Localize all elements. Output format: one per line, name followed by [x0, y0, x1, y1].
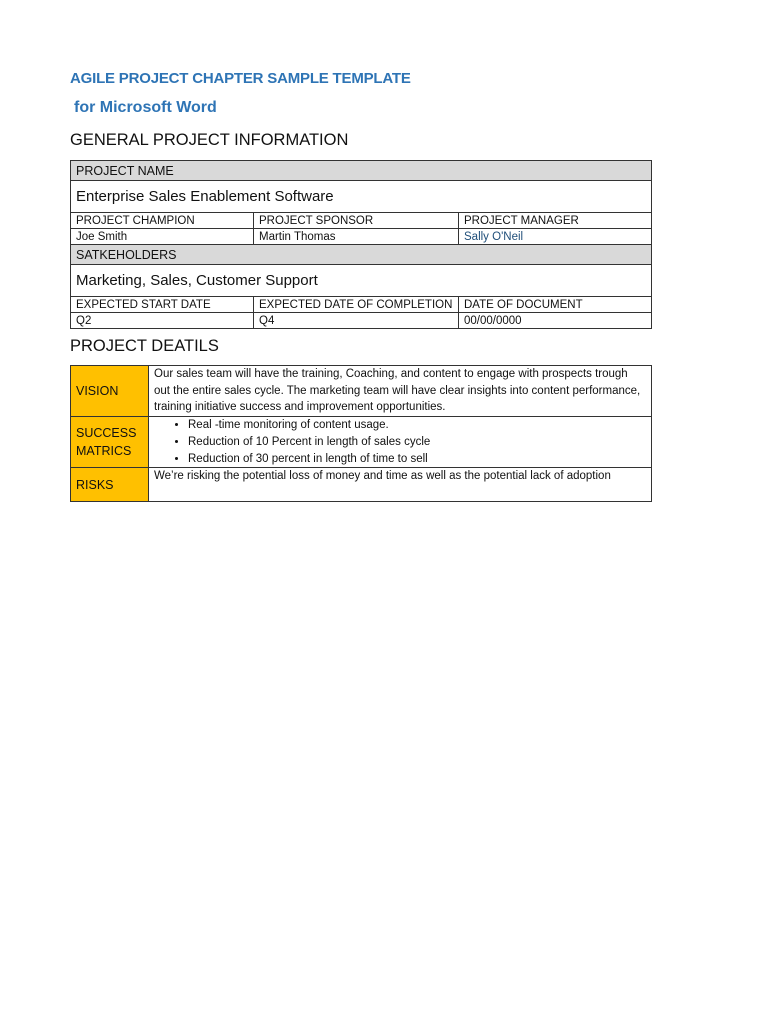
risks-text[interactable]: We’re risking the potential loss of money and time as well as the potential lack of adoption	[149, 468, 652, 502]
project-details-heading: PROJECT DEATILS	[70, 337, 219, 355]
general-info-table	[70, 160, 652, 329]
table-row	[71, 181, 652, 213]
table-row	[71, 297, 652, 313]
table-row	[71, 161, 652, 181]
vision-text[interactable]: Our sales team will have the training, Coaching, and content to engage with prospects trough out the entire sales cycle. The marketing team will have clear insights into content performance, training initiative success and improvement opportunities.	[149, 366, 652, 417]
start-date-value[interactable]: Q2	[71, 313, 254, 329]
document-date-label: DATE OF DOCUMENT	[459, 297, 652, 313]
start-date-label: EXPECTED START DATE	[71, 297, 254, 313]
success-label-line1: SUCCESS	[76, 426, 137, 441]
table-row	[71, 245, 652, 265]
list-item: • Reduction of 30 percent in length of time to sell	[188, 451, 646, 468]
manager-label: PROJECT MANAGER	[459, 213, 652, 229]
success-label-line2: MATRICS	[76, 444, 132, 459]
table-row	[71, 265, 652, 297]
general-info-heading: GENERAL PROJECT INFORMATION	[70, 131, 349, 149]
project-name-value[interactable]: Enterprise Sales Enablement Software	[71, 181, 652, 213]
manager-value[interactable]: Sally O'Neil	[459, 229, 652, 245]
champion-value[interactable]: Joe Smith	[71, 229, 254, 245]
success-metrics-label	[71, 417, 149, 468]
sponsor-value[interactable]: Martin Thomas	[254, 229, 459, 245]
risks-label: RISKS	[71, 468, 149, 502]
list-item: • Real -time monitoring of content usage.	[188, 417, 646, 434]
stakeholders-value[interactable]: Marketing, Sales, Customer Support	[71, 265, 652, 297]
success-metrics-list[interactable]	[149, 417, 652, 468]
project-name-label: PROJECT NAME	[71, 161, 652, 181]
sponsor-label: PROJECT SPONSOR	[254, 213, 459, 229]
table-row	[71, 213, 652, 229]
table-row	[71, 468, 652, 502]
table-row	[71, 229, 652, 245]
table-row	[71, 313, 652, 329]
completion-date-value[interactable]: Q4	[254, 313, 459, 329]
vision-label: VISION	[71, 366, 149, 417]
project-details-table	[70, 365, 652, 502]
completion-date-label: EXPECTED DATE OF COMPLETION	[254, 297, 459, 313]
table-row	[71, 417, 652, 468]
document-date-value[interactable]: 00/00/0000	[459, 313, 652, 329]
list-item: • Reduction of 10 Percent in length of sales cycle	[188, 434, 646, 451]
champion-label: PROJECT CHAMPION	[71, 213, 254, 229]
document-subtitle: for Microsoft Word	[74, 99, 217, 116]
stakeholders-label: SATKEHOLDERS	[71, 245, 652, 265]
table-row	[71, 366, 652, 417]
document-title: AGILE PROJECT CHAPTER SAMPLE TEMPLATE	[70, 70, 411, 87]
